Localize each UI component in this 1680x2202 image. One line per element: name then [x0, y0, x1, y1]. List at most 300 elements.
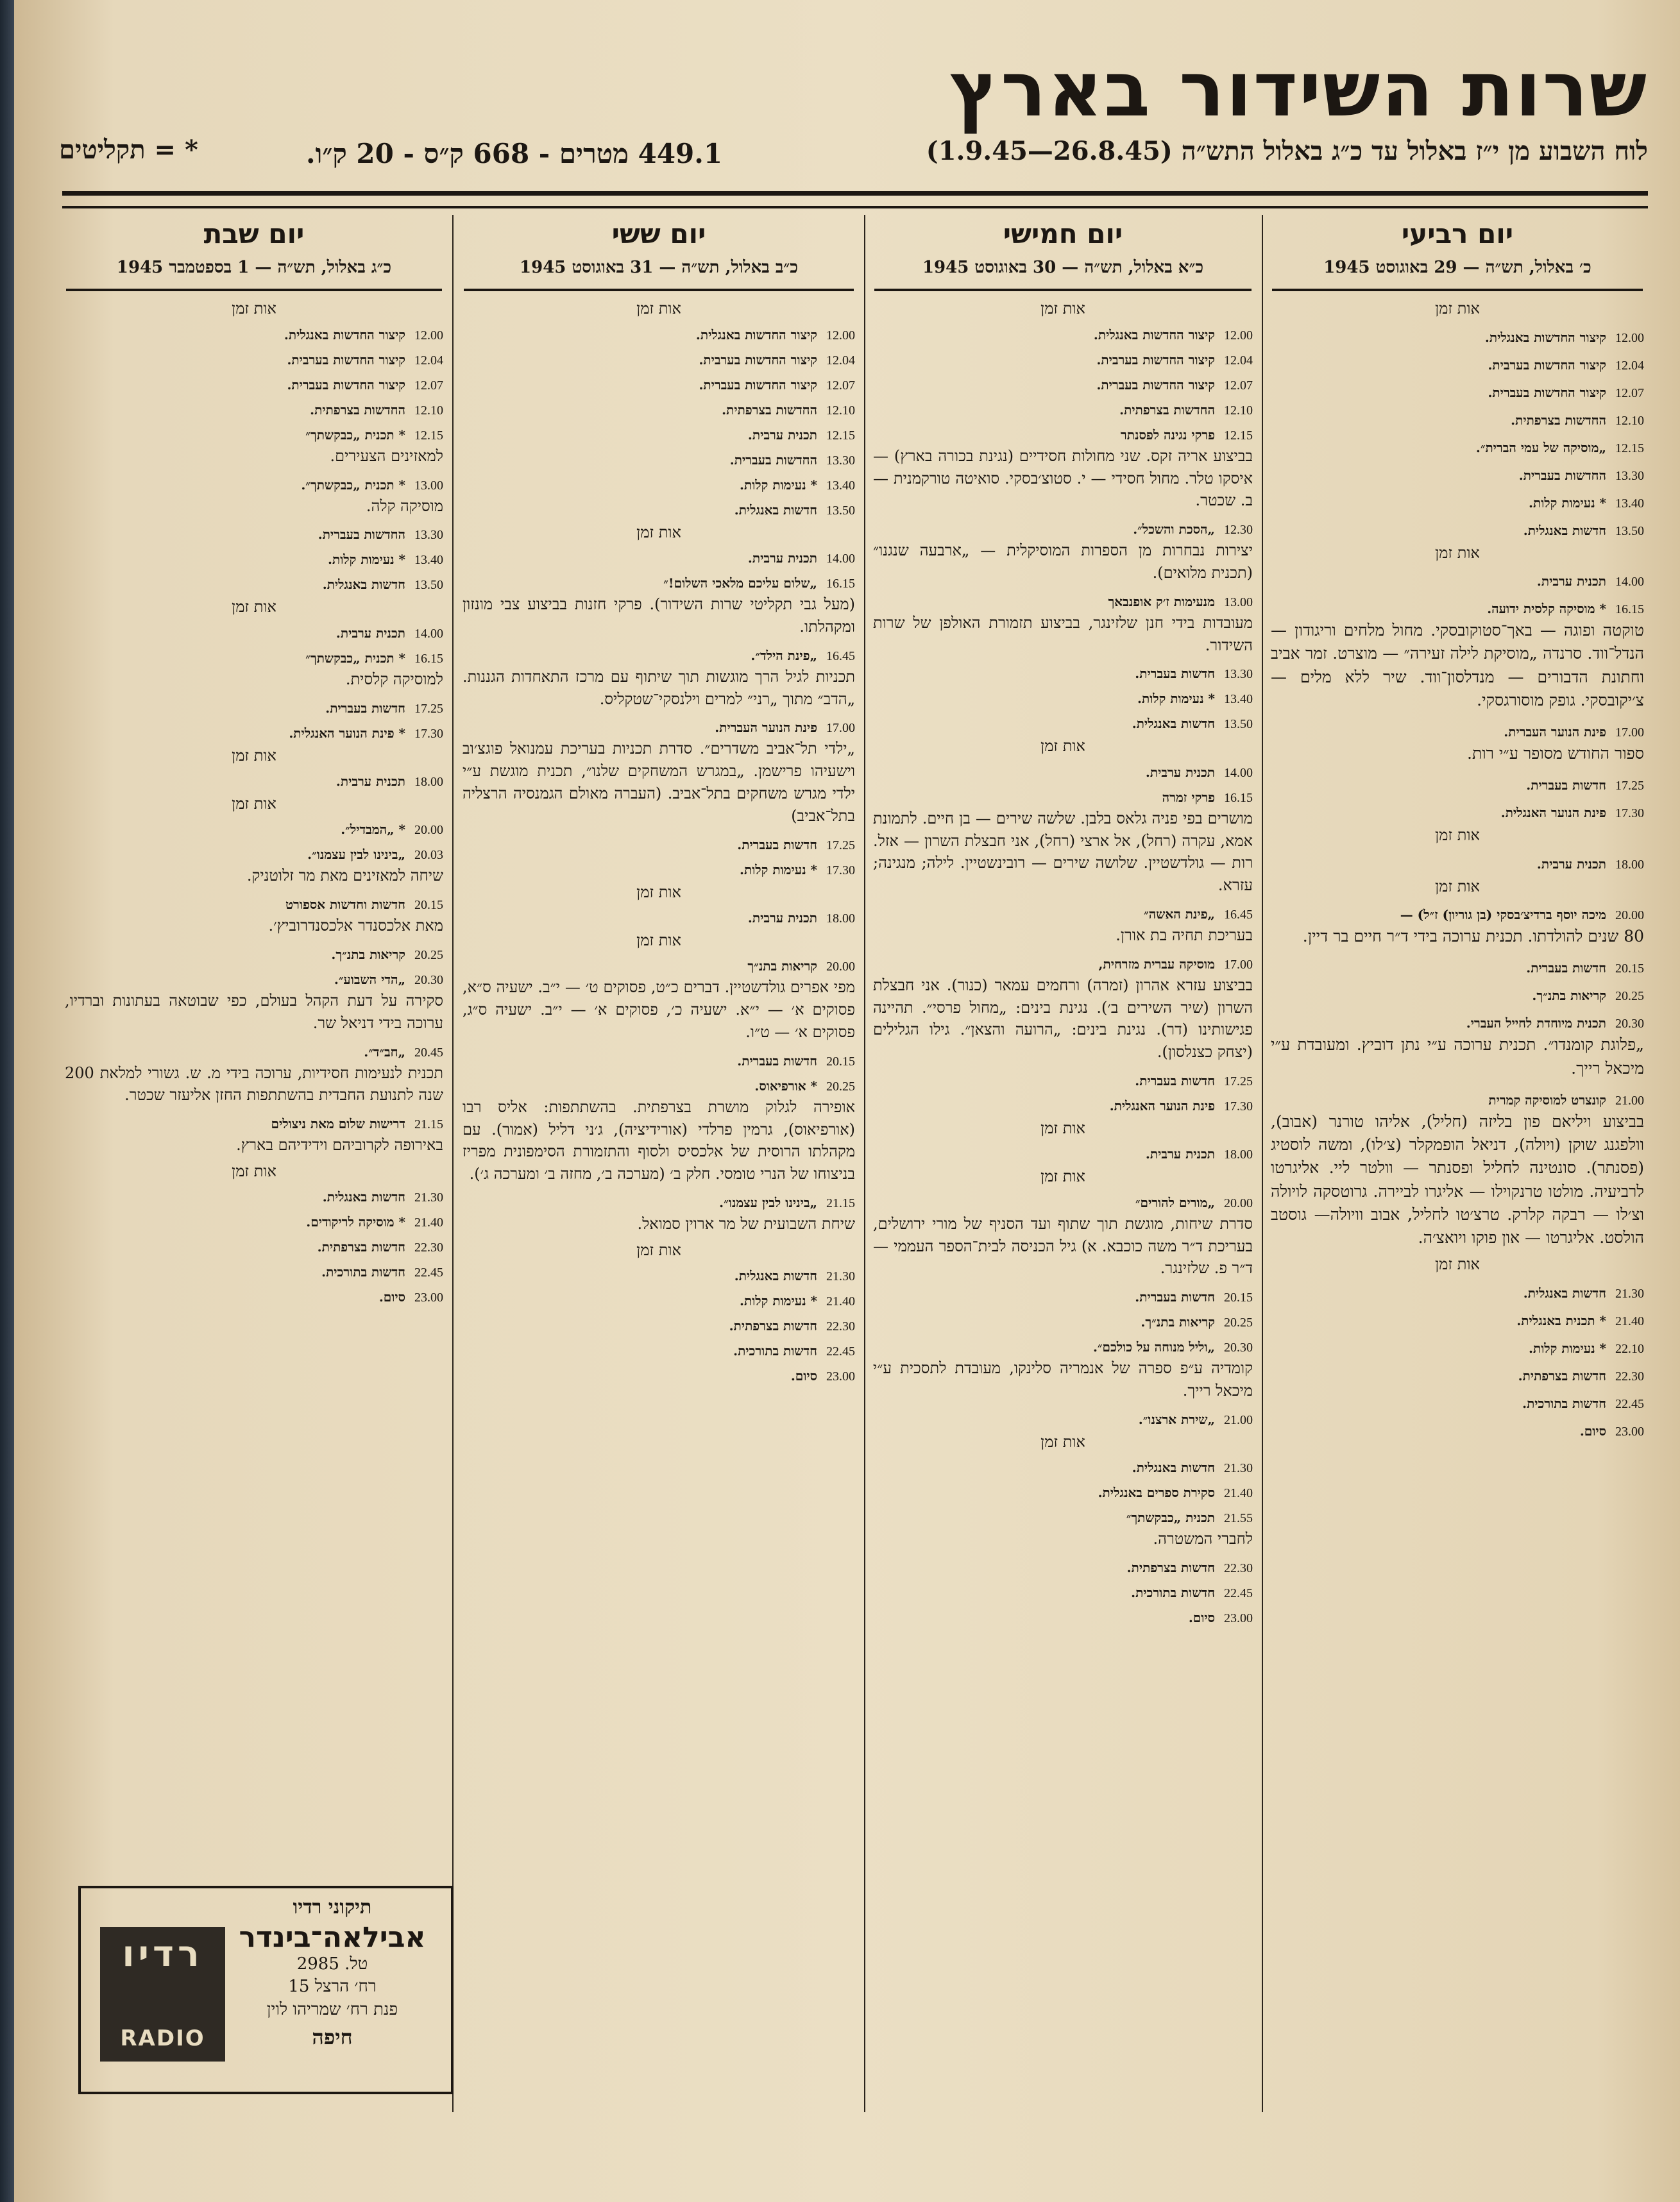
program-time: 12.04	[826, 353, 855, 368]
day-date: כ״ג באלול, תש״ה — 1 בספטמבר 1945	[116, 258, 392, 278]
program-note: מאת אלכסנדר אלכסנדרוביץ׳.	[268, 917, 443, 935]
header-rule	[62, 191, 1648, 208]
program-entry	[1271, 496, 1644, 511]
program-line	[1271, 1396, 1644, 1411]
program-title: * נעימות קלות.	[1529, 1340, 1606, 1356]
program-title: חדשות בעברית.	[737, 1053, 817, 1069]
program-title: * תכנית „כבקשתך״	[305, 427, 405, 443]
program-line	[873, 1511, 1253, 1525]
program-time: 16.15	[1615, 602, 1644, 617]
program-line	[1271, 778, 1644, 793]
program-line	[65, 726, 443, 741]
program-time: 23.00	[1615, 1424, 1644, 1439]
program-title: „שירת ארצנו״.	[1138, 1411, 1215, 1427]
program-entry	[65, 726, 443, 741]
program-line	[462, 911, 855, 926]
program-line	[1271, 988, 1644, 1003]
program-entry	[1271, 1016, 1644, 1080]
program-line	[873, 716, 1253, 731]
program-line	[1271, 857, 1644, 872]
program-title: קיצור החדשות בעברית.	[699, 377, 817, 393]
program-time: 13.00	[414, 478, 443, 493]
program-line	[65, 1290, 443, 1305]
program-title: „פינת הילד״.	[751, 647, 817, 663]
time-signal-label: אות זמן	[232, 300, 276, 318]
time-signal-label: אות זמן	[1435, 877, 1480, 895]
program-line	[462, 576, 855, 591]
program-line	[873, 1074, 1253, 1088]
program-line	[1271, 1369, 1644, 1384]
program-title: קריאות בתנ״ך	[747, 958, 817, 974]
day-name: יום ששי	[611, 218, 706, 250]
program-time: 20.30	[414, 972, 443, 987]
program-title: „בינינו לבין עצמנו״.	[719, 1194, 817, 1210]
program-time: 14.00	[1224, 765, 1253, 780]
program-entry	[873, 1074, 1253, 1088]
program-time: 21.40	[826, 1294, 855, 1309]
program-entry	[1271, 961, 1644, 976]
program-time: 23.00	[414, 1291, 443, 1305]
program-line	[65, 822, 443, 837]
program-line	[462, 1054, 855, 1069]
time-signal-label: אות זמן	[636, 931, 681, 949]
program-note: סקירה על דעת הקהל בעולם, כפי שבוטאה בעתונות וברדיו, ערוכה בידי דניאל שר.	[65, 991, 443, 1032]
program-time: 13.30	[1615, 468, 1644, 483]
program-entry	[462, 911, 855, 926]
program-note: מוסיקה קלה.	[366, 496, 443, 515]
program-entry	[65, 1215, 443, 1230]
program-title: „מוסיקה של עמי הברית״.	[1475, 439, 1606, 455]
program-entry	[65, 328, 443, 343]
program-title: * מוסיקה לריקודים.	[306, 1214, 405, 1230]
program-note: תכניות לגיל הרך מוגשות תוך שיתוף עם מרכז התאחדות הגננות. „הדב״ מתוך „רני״ למרים וילנסקי־שטקליס.	[462, 667, 855, 708]
program-time: 21.30	[826, 1269, 855, 1284]
program-line	[462, 378, 855, 393]
time-signal-label: אות זמן	[232, 598, 276, 616]
program-entry	[462, 503, 855, 518]
program-time: 21.30	[1224, 1461, 1253, 1476]
time-signal-label: אות זמן	[1040, 1119, 1085, 1137]
program-title: תכנית ערבית.	[747, 550, 817, 566]
program-entry	[873, 353, 1253, 368]
program-line	[873, 1486, 1253, 1500]
program-entry	[65, 972, 443, 1035]
program-time: 22.45	[414, 1266, 443, 1280]
program-note: מפי אפרים גולדשטיין. דברים כ״ט, פסוקים ט׳ — י״ב. ישעיה ס״א, פסוקים א׳ — י״א. ישעיה כ׳, פסוקים א׳ — י״ב. ישעיה ס״ג, פסוקים א׳ — ט״ו.	[462, 978, 855, 1041]
program-line	[873, 1586, 1253, 1600]
program-time: 22.30	[1224, 1561, 1253, 1575]
program-entry	[1271, 358, 1644, 373]
program-entry	[873, 595, 1253, 657]
program-note: 80 שנים להולדתו. תכנית ערוכה בידי ד״ר חיים בר דיין.	[1302, 927, 1644, 946]
program-title: סיום.	[1188, 1609, 1215, 1625]
program-entry	[1271, 602, 1644, 712]
program-entry	[873, 790, 1253, 897]
day-name: יום חמישי	[1003, 218, 1123, 250]
program-note: קומדיה ע״פ ספרה של אנמריה סלינקו, מעובדת לתסכית ע״י מיכאל רייך.	[873, 1359, 1253, 1400]
day-date: כ״א באלול, תש״ה — 30 באוגוסט 1945	[922, 258, 1204, 278]
program-entry	[462, 1344, 855, 1359]
program-time: 18.00	[414, 774, 443, 789]
program-time: 18.00	[1615, 857, 1644, 872]
program-time: 14.00	[414, 626, 443, 641]
program-time: 12.30	[1224, 523, 1253, 538]
program-entry	[873, 1511, 1253, 1550]
program-time: 21.40	[414, 1215, 443, 1230]
program-time: 12.15	[1224, 428, 1253, 443]
program-title: חדשות בעברית.	[1135, 1072, 1215, 1088]
program-title: חדשות באנגלית.	[734, 1268, 817, 1284]
program-time: 13.50	[1615, 523, 1644, 538]
program-title: * נעימות קלות.	[740, 477, 817, 493]
program-line	[1271, 1016, 1644, 1031]
program-line	[65, 1240, 443, 1255]
program-line	[462, 959, 855, 974]
program-line	[65, 701, 443, 716]
program-line	[1271, 1424, 1644, 1439]
program-entry	[873, 1290, 1253, 1305]
program-title: החדשות בצרפתית.	[1119, 402, 1215, 418]
program-title: * תכנית באנגלית.	[1516, 1312, 1606, 1328]
week-line: לוח השבוע מן י״ז באלול עד כ״ג באלול התש״ה (26.8.45—1.9.45)	[926, 136, 1648, 166]
program-time: 14.00	[826, 552, 855, 566]
program-line	[65, 552, 443, 567]
program-title: קריאות בתנ״ך.	[1532, 988, 1606, 1004]
program-line	[462, 1196, 855, 1210]
program-title: „הדי השבוע״.	[334, 971, 405, 987]
program-entry	[873, 1586, 1253, 1600]
program-title: החדשות בצרפתית.	[310, 402, 405, 418]
program-time: 12.04	[414, 353, 443, 368]
program-entry	[1271, 1286, 1644, 1301]
time-signal-label: אות זמן	[1435, 543, 1480, 562]
program-line	[1271, 961, 1644, 976]
program-title: „חב״ד״.	[364, 1044, 405, 1060]
program-time: 14.00	[1615, 575, 1644, 589]
program-note: יצירות נבחרות מן הספרות המוסיקלית — „ארבעה שנגנו״ (תכנית מלואים).	[873, 541, 1253, 582]
program-entry	[873, 1340, 1253, 1402]
program-line	[462, 1319, 855, 1334]
program-time: 12.00	[1615, 330, 1644, 345]
program-entry	[1271, 857, 1644, 872]
program-note: שיחת השבועית של מר ארוין סמואל.	[637, 1214, 855, 1233]
program-title: קיצור החדשות בעברית.	[1096, 377, 1215, 393]
program-entry	[65, 847, 443, 887]
program-entry	[462, 1319, 855, 1334]
program-line	[1271, 806, 1644, 820]
program-time: 12.04	[1615, 358, 1644, 373]
program-title: * פינת הנוער האנגלית.	[289, 725, 405, 741]
program-note: שיחה למאזינים מאת מר זלוטניק.	[246, 867, 443, 885]
program-line	[65, 774, 443, 789]
program-line	[873, 691, 1253, 706]
program-entry	[462, 478, 855, 493]
program-entry	[873, 428, 1253, 512]
program-title: סיום.	[1579, 1423, 1606, 1439]
program-entry	[873, 1196, 1253, 1280]
program-entry	[65, 774, 443, 789]
program-line	[65, 947, 443, 962]
program-entry	[873, 403, 1253, 418]
day-date: כ״ב באלול, תש״ה — 31 באוגוסט 1945	[520, 258, 798, 278]
program-line	[462, 503, 855, 518]
program-title: קיצור החדשות בערבית.	[1096, 351, 1215, 368]
program-title: חדשות בעברית.	[1135, 1289, 1215, 1305]
program-time: 13.00	[1224, 595, 1253, 609]
program-time: 16.15	[826, 577, 855, 591]
program-time: 13.40	[1224, 692, 1253, 707]
program-time: 23.00	[1224, 1611, 1253, 1625]
program-entry	[65, 897, 443, 937]
program-entry	[873, 1461, 1253, 1475]
program-title: תכנית ערבית.	[1145, 764, 1215, 780]
ad-heading: תיקוני רדיו	[293, 1896, 372, 1918]
program-note: ספור החודש מסופר ע״י רות.	[1467, 744, 1644, 763]
column-divider	[452, 215, 454, 2112]
time-signal-label: אות זמן	[636, 300, 681, 318]
program-time: 13.30	[826, 453, 855, 468]
program-entry	[65, 1265, 443, 1280]
program-time: 13.40	[826, 478, 855, 493]
program-entry	[462, 1079, 855, 1185]
column-divider	[864, 215, 865, 2112]
program-title: חדשות באנגלית.	[734, 502, 817, 518]
program-note: בעריכת תחיה בת אורן.	[1116, 926, 1253, 944]
day-rule	[66, 289, 442, 291]
program-time: 21.00	[1224, 1412, 1253, 1427]
program-title: „פינת האשה״	[1144, 906, 1215, 922]
program-line	[65, 1190, 443, 1205]
time-signal-label: אות זמן	[232, 794, 276, 813]
program-time: 12.04	[1224, 353, 1253, 368]
program-title: * נעימות קלות.	[1529, 495, 1606, 511]
program-line	[1271, 1341, 1644, 1356]
program-line	[1271, 468, 1644, 483]
program-time: 20.00	[826, 960, 855, 974]
program-title: חדשות בצרפתית.	[1518, 1368, 1606, 1384]
binding-edge	[0, 0, 14, 2202]
frequency-line: 449.1 מטרים - 668 ק״ס - 20 ק״ו.	[306, 138, 723, 169]
program-entry	[65, 353, 443, 368]
program-note: „ילדי תל־אביב משדרים״. סדרת תכניות בעריכת עמנואל פוגצ׳וב וישעיהו פרישמן. „במגרש המשחקים שלנו״, תכנית מוגשת ע״י ילדי מגרש משחקים בתל־אביב. (העברה מאולם הגמנסיה הרצליה בתל־אביב)	[462, 740, 855, 825]
program-line	[65, 403, 443, 418]
program-line	[873, 666, 1253, 681]
program-line	[1271, 725, 1644, 740]
program-time: 12.00	[826, 328, 855, 343]
program-title: תכנית ערבית.	[335, 625, 405, 641]
program-title: חדשות באנגלית.	[1132, 1460, 1215, 1476]
program-entry	[462, 1369, 855, 1384]
program-time: 13.30	[414, 528, 443, 543]
program-time: 22.10	[1615, 1341, 1644, 1356]
program-line	[462, 328, 855, 343]
program-entry	[65, 552, 443, 567]
program-entry	[1271, 1424, 1644, 1439]
program-entry	[1271, 1396, 1644, 1411]
program-title: פרקי זמרה	[1162, 789, 1215, 805]
program-title: קיצור החדשות באנגלית.	[1093, 326, 1215, 343]
program-time: 17.30	[1224, 1099, 1253, 1114]
program-title: מיכה יוסף ברדיצ׳בסקי (בן גוריון) ז״ל) —	[1400, 907, 1606, 923]
program-entry	[65, 428, 443, 468]
program-time: 21.55	[1224, 1511, 1253, 1526]
program-note: בביצוע אריה זקס. שני מחולות חסידיים (נגינת בכורה בארץ) — איסקו טלר. מחול חסידי — י. סטוצ׳בסקי. סואיטה טורקמנית — ב. שכטר.	[873, 446, 1253, 510]
program-line	[462, 453, 855, 468]
program-title: חדשות בתורכית.	[1522, 1395, 1606, 1411]
program-entry	[462, 720, 855, 827]
day-column-friday	[460, 212, 858, 2122]
program-time: 18.00	[1224, 1148, 1253, 1162]
program-entry	[65, 378, 443, 393]
program-time: 20.25	[1224, 1316, 1253, 1330]
program-title: דרישות שלום מאת ניצולים	[271, 1116, 405, 1132]
program-title: * נעימות קלות.	[328, 552, 405, 568]
program-title: חדשות באנגלית.	[1523, 1285, 1606, 1301]
program-title: קיצור החדשות בערבית.	[1488, 357, 1606, 373]
program-line	[65, 1045, 443, 1060]
program-line	[65, 1215, 443, 1230]
day-column-thursday	[870, 212, 1255, 2122]
ad-street: רח׳ הרצל 15	[288, 1977, 377, 1997]
program-time: 21.30	[414, 1190, 443, 1205]
program-title: פינת הנוער העברית.	[1504, 724, 1606, 740]
program-entry	[65, 651, 443, 691]
program-time: 21.15	[826, 1196, 855, 1210]
program-line	[65, 328, 443, 343]
program-line	[873, 1412, 1253, 1427]
program-time: 22.45	[826, 1344, 855, 1359]
program-entry	[1271, 441, 1644, 455]
program-time: 20.25	[414, 947, 443, 962]
day-column-saturday	[62, 212, 446, 1868]
program-time: 17.30	[826, 863, 855, 877]
program-entry	[873, 1315, 1253, 1330]
program-note: אופירה לגלוק מושרת בצרפתית. בהשתתפות: אליס רבו (אורפיאוס), גרמין פרלדי (אורידיציה), ג׳ני דליל (אמור). עם מקהלתו הרוסית של אלכסיס ולסוף והתזמורת הסימפונית מפריז בניצוחו של הנרי טומסי. חלק ב׳ (מערכה ב׳, מחזה ב׳ ומערכה ג׳).	[462, 1097, 855, 1183]
program-entry	[873, 1611, 1253, 1625]
program-entry	[873, 328, 1253, 343]
program-entry	[462, 328, 855, 343]
program-time: 12.07	[414, 378, 443, 393]
program-line	[1271, 358, 1644, 373]
program-time: 16.15	[414, 651, 443, 666]
program-line	[462, 403, 855, 418]
program-time: 22.30	[1615, 1369, 1644, 1384]
time-signal-label: אות זמן	[232, 746, 276, 765]
program-time: 20.15	[1224, 1291, 1253, 1305]
program-line	[462, 551, 855, 566]
program-line	[873, 907, 1253, 922]
program-line	[873, 1196, 1253, 1210]
program-line	[65, 577, 443, 592]
program-line	[462, 353, 855, 368]
program-entry	[1271, 1341, 1644, 1356]
program-line	[873, 1461, 1253, 1475]
program-entry	[462, 1054, 855, 1069]
program-time: 16.45	[826, 648, 855, 663]
program-title: חדשות בעברית.	[737, 836, 817, 852]
time-signal-label: אות זמן	[1435, 826, 1480, 845]
day-rule	[464, 289, 854, 291]
program-entry	[462, 378, 855, 393]
time-signal-label: אות זמן	[636, 1241, 681, 1259]
program-time: 21.30	[1615, 1286, 1644, 1301]
program-entry	[65, 1045, 443, 1107]
ad-business-name: אבילאה־בינדר	[239, 1921, 426, 1954]
program-note: „פלוגת קומנדו״. תכנית ערוכה ע״י נתן דוביץ. ומעובדת ע״י מיכאל רייך.	[1271, 1035, 1644, 1078]
program-entry	[873, 907, 1253, 947]
program-title: תכנית ערבית.	[1536, 856, 1606, 872]
program-line	[65, 847, 443, 862]
program-title: קריאות בתנ״ך.	[1141, 1314, 1215, 1330]
program-title: חדשות באנגלית.	[322, 1189, 405, 1205]
program-title: חדשות בתורכית.	[733, 1343, 817, 1359]
program-line	[462, 1344, 855, 1359]
program-time: 12.07	[826, 378, 855, 393]
program-title: קיצור החדשות בעברית.	[287, 377, 405, 393]
time-signal-label: אות זמן	[232, 1162, 276, 1180]
program-title: החדשות בעברית.	[1518, 467, 1606, 483]
program-entry	[65, 1117, 443, 1156]
program-time: 16.15	[1224, 790, 1253, 805]
program-entry	[873, 691, 1253, 706]
program-time: 12.15	[414, 428, 443, 443]
newspaper-page	[14, 0, 1680, 2202]
program-line	[873, 428, 1253, 443]
program-title: קיצור החדשות באנגלית.	[1484, 329, 1606, 345]
program-title: * מוסיקה קלסית ידועה.	[1487, 601, 1606, 617]
program-time: 20.25	[826, 1079, 855, 1094]
program-entry	[462, 1269, 855, 1283]
program-time: 20.30	[1615, 1017, 1644, 1031]
day-column-wednesday	[1268, 212, 1647, 2122]
program-line	[462, 1269, 855, 1283]
program-entry	[1271, 523, 1644, 538]
program-entry	[1271, 413, 1644, 428]
program-line	[1271, 385, 1644, 400]
program-line	[1271, 1286, 1644, 1301]
program-note: לחברי המשטרה.	[1153, 1530, 1253, 1548]
program-line	[873, 1315, 1253, 1330]
program-entry	[65, 577, 443, 592]
time-signal-label: אות זמן	[636, 883, 681, 901]
program-note: סדרת שיחות, מוגשת תוך שתוף ועד הסניף של מורי ירושלים, בעריכת ד״ר משה כוכבא. א) גיל הכניסה לבית־הספר העממי — ד״ר פ. שלזינגר.	[873, 1214, 1253, 1278]
program-line	[462, 720, 855, 735]
program-entry	[462, 1196, 855, 1235]
program-title: חדשות בתורכית.	[1131, 1584, 1215, 1600]
program-time: 12.10	[1224, 403, 1253, 418]
program-time: 20.15	[826, 1054, 855, 1069]
program-note: טוקטה ופוגה — באך־סטוקובסקי. מחול מלחים וריגודון — הנדל־ווד. סרנדה „מוסיקת לילה זעירה״ — מוצרט. זמר אביב וחתונת הדבורים — מנדלסון־ווד. שיר ללא מלים — צ׳יקובסקי. גופק מוסורגסקי.	[1271, 621, 1644, 709]
program-time: 20.15	[1615, 961, 1644, 976]
program-entry	[873, 1099, 1253, 1114]
program-line	[873, 522, 1253, 537]
program-time: 22.30	[414, 1241, 443, 1255]
program-time: 12.10	[826, 403, 855, 418]
program-time: 13.50	[1224, 717, 1253, 732]
program-time: 17.00	[1615, 725, 1644, 740]
program-line	[65, 1117, 443, 1131]
program-line	[1271, 1093, 1644, 1108]
day-name: יום רביעי	[1401, 218, 1514, 250]
program-line	[65, 478, 443, 493]
day-date: כ׳ באלול, תש״ה — 29 באוגוסט 1945	[1323, 258, 1591, 278]
program-entry	[1271, 1093, 1644, 1250]
program-note: באירופה לקרוביהם וידידיהם בארץ.	[236, 1136, 443, 1155]
day-rule	[874, 289, 1252, 291]
program-entry	[65, 1290, 443, 1305]
program-time: 13.40	[414, 553, 443, 568]
program-title: חדשות באנגלית.	[322, 577, 405, 593]
